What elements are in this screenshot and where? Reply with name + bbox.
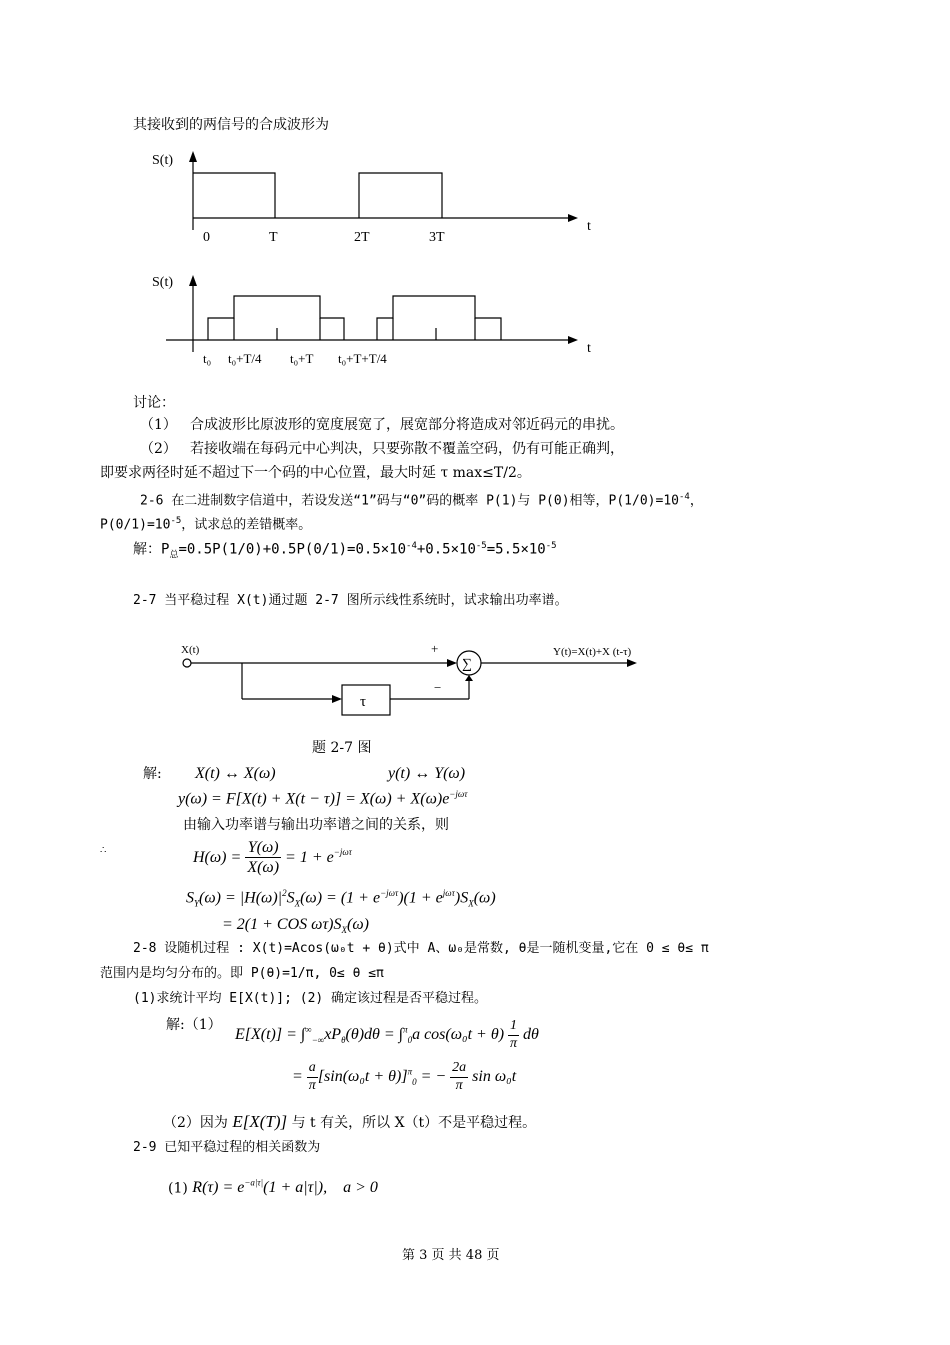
equation-output-spectrum: $y(\omega) = F[X(t) + X(t - \tau)] = X(\omega) + X(\omega)e^{-j\omega\tau}$: [178, 789, 468, 808]
solution-label: 解:（1）: [166, 1017, 222, 1033]
input-node: [183, 659, 191, 667]
tick-label: t₀+T: [290, 351, 314, 366]
problem-2-8-line-3: (1)求统计平均 E[X(t)]; (2) 确定该过程是否平稳过程。: [133, 991, 488, 1006]
arrow-icon: [627, 659, 637, 667]
y-axis-arrow: [189, 151, 197, 162]
y-label: S(t): [152, 275, 173, 290]
problem-2-7-text: 2-7 当平稳过程 X(t)通过题 2-7 图所示线性系统时，试求输出功率谱。: [133, 593, 568, 608]
equation-expectation-result: = $\frac{a}{\pi}$ $[\sin(\omega_0t + \theta)]^\pi_0$ = − $\frac{2a}{\pi}$ sin ω₀t: [292, 1060, 517, 1093]
problem-2-6-line-1: 2-6 在二进制数字信道中，若设发送“1”码与“0”码的概率 P(1)与 P(0)相等，$P(1/0)=10^{-4}$，: [140, 492, 703, 509]
pulse-2: [359, 173, 442, 218]
y-axis-arrow: [189, 275, 197, 286]
equation-output-psd-result: = 2(1 + COS $\omega\tau)S_X(\omega)$: [222, 916, 369, 936]
page-footer: 第 3 页 共 48 页: [402, 1248, 500, 1263]
discussion-heading: 讨论：: [133, 395, 175, 411]
waveform-1: [150, 148, 610, 248]
tick-label: t₀+T/4: [228, 351, 262, 366]
equation-transfer-function: H(ω) = $\frac{Y(\omega)}{X(\omega)}$ = $1 + e^{-j\omega\tau}$: [193, 839, 352, 877]
equation-fourier-pair-2: y(t) ↔ Y(ω): [388, 765, 466, 782]
tick-label: t₀: [203, 351, 212, 366]
discussion-item-num: （2）: [140, 441, 177, 457]
problem-2-6-line-2: $P(0/1)=10^{-5}$，试求总的差错概率。: [100, 516, 312, 533]
therefore-symbol: ∴: [100, 845, 107, 856]
composite-pulse-1: [208, 296, 344, 340]
tick-label: 0: [203, 230, 210, 245]
problem-2-8-line-1: 2-8 设随机过程 : X(t)=Acos(ω₀t + θ)式中 A、ω₀是常数, θ是一随机变量,它在 0 ≤ θ≤ π: [133, 941, 709, 956]
x-axis-arrow: [568, 336, 578, 344]
y-label: S(t): [152, 153, 173, 168]
arrow-icon: [447, 659, 457, 667]
intro-text: 其接收到的两信号的合成波形为: [133, 117, 329, 133]
discussion-item-1: 合成波形比原波形的宽度展宽了，展宽部分将造成对邻近码元的串扰。: [190, 417, 624, 433]
tick-label: T: [269, 230, 278, 245]
x-label: t: [587, 219, 591, 234]
solution-label: 解:: [143, 766, 162, 782]
problem-2-6-solution: 解：$P_总=0.5P(1/0)+0.5P(0/1)=0.5\times 10^{-4}+0.5\times 10^{-5}=5.5\times 10^{-5}$: [133, 541, 557, 561]
block-diagram: [175, 636, 665, 726]
arrow-icon: [332, 695, 342, 703]
relation-text: 由输入功率谱与输出功率谱之间的关系，则: [183, 817, 449, 833]
discussion-item-num: （1）: [140, 417, 177, 433]
plus-sign: +: [431, 641, 439, 656]
tick-label: t₀+T+T/4: [338, 351, 387, 366]
waveform-2: [150, 268, 610, 373]
discussion-item-2-cont: 即要求两径时延不超过下一个码的中心位置，最大时延 τ max≤T/2。: [100, 465, 531, 481]
figure-caption: 题 2-7 图: [312, 740, 372, 756]
problem-2-8-line-2: 范围内是均匀分布的。即 P(θ)=1/π, 0≤ θ ≤π: [100, 966, 384, 981]
x-label: t: [587, 341, 591, 356]
minus-sign: −: [434, 680, 442, 695]
equation-expectation: $E[X(t)] = \int^\infty_{-\infty}xP_\theta(\theta)d\theta = \int^\pi_0a$ cos(ω₀t + θ) $\frac{1}{\pi}$ dθ: [235, 1018, 539, 1051]
equation-correlation: (1) $R(\tau) = e^{-a|\tau|}(1 + a|\tau|)$, a > 0: [168, 1178, 378, 1197]
equation-fourier-pair-1: X(t) ↔ X(ω): [195, 765, 276, 782]
sum-symbol: ∑: [462, 657, 472, 672]
discussion-item-2: 若接收端在每码元中心判决，只要弥散不覆盖空码，仍有可能正确判，: [190, 441, 624, 457]
problem-2-8-part-2: （2）因为 E[X(T)] 与 t 有关，所以 X（t）不是平稳过程。: [163, 1112, 537, 1131]
x-axis-arrow: [568, 214, 578, 222]
delay-label: τ: [360, 694, 367, 710]
tick-label: 2T: [354, 230, 370, 245]
output-label: Y(t)=X(t)+X (t-τ): [553, 646, 632, 658]
input-label: X(t): [181, 644, 200, 656]
tick-label: 3T: [429, 230, 445, 245]
problem-2-9-text: 2-9 已知平稳过程的相关函数为: [133, 1140, 321, 1155]
pulse-1: [193, 173, 275, 218]
equation-output-psd: $S_Y(\omega) = |H(\omega)|^2S_X(\omega) = (1 + e^{-j\omega\tau})(1 + e^{j\omega\tau})S_X(\omega)$: [186, 888, 496, 909]
arrow-icon: [465, 675, 473, 681]
composite-pulse-2: [377, 296, 501, 340]
